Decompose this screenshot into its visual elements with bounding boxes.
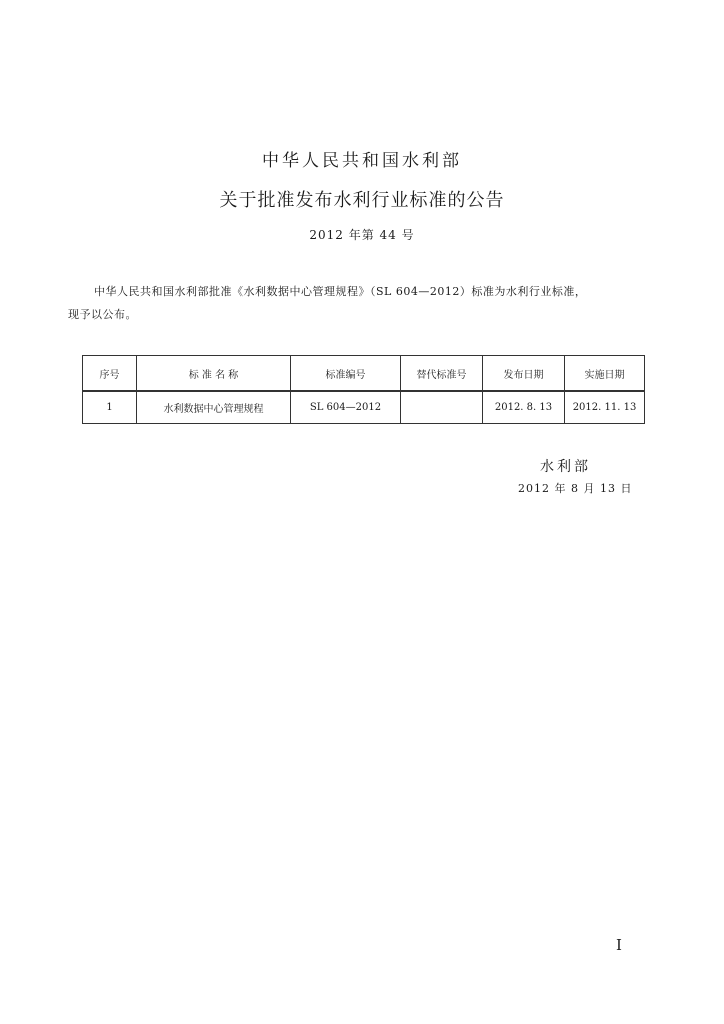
document-number: 2012 年第 44 号 [309, 228, 415, 242]
col-header-release-date: 发布日期 [483, 356, 565, 392]
issuing-ministry: 中华人民共和国水利部 [262, 151, 462, 171]
body-line-1: 中华人民共和国水利部批准《水利数据中心管理规程》（SL 604—2012）标准为水利行业标准， [94, 285, 587, 298]
col-header-replaced: 替代标准号 [401, 356, 483, 392]
cell-implement-date: 2012. 11. 13 [565, 391, 645, 424]
announcement-body [68, 280, 662, 326]
page-number: I [616, 936, 622, 954]
col-header-implement-date: 实施日期 [565, 356, 645, 392]
cell-release-date: 2012. 8. 13 [483, 391, 565, 424]
body-line-2: 现予以公布。 [68, 308, 137, 321]
table-row [83, 391, 645, 424]
cell-replaced [401, 391, 483, 424]
cell-seq: 1 [83, 391, 137, 424]
cell-code: SL 604—2012 [291, 391, 401, 424]
cell-name: 水利数据中心管理规程 [137, 391, 291, 424]
table-header-row [83, 356, 645, 392]
col-header-seq: 序号 [83, 356, 137, 392]
document-title: 关于批准发布水利行业标准的公告 [219, 190, 505, 211]
col-header-code: 标准编号 [291, 356, 401, 392]
standards-table [82, 355, 645, 424]
col-header-name: 标 准 名 称 [137, 356, 291, 392]
signature-date: 2012 年 8 月 13 日 [518, 482, 633, 495]
signature-organization: 水利部 [540, 459, 591, 475]
